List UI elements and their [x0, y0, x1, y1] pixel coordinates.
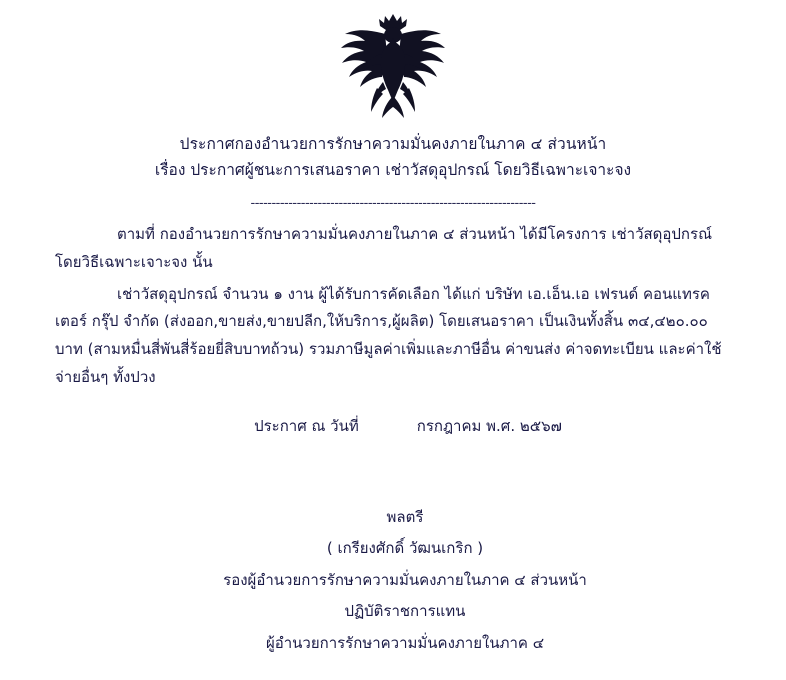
signer-position-2: ปฏิบัติราชการแทน — [344, 602, 466, 621]
signer-position-1: รองผู้อำนวยการรักษาความมั่นคงภายในภาค ๔ ส่วนหน้า — [223, 570, 587, 589]
signature-block — [55, 502, 731, 660]
document-title: ประกาศกองอำนวยการรักษาความมั่นคงภายในภาค ๔ ส่วนหน้า — [179, 135, 607, 153]
paragraph-1-text: ตามที่ กองอำนวยการรักษาความมั่นคงภายในภาค ๔ ส่วนหน้า ได้มีโครงการ เช่าวัสดุอุปกรณ์ โดยวิธีเฉพาะเจาะจง นั้น — [55, 225, 712, 271]
emblem-container — [55, 10, 731, 126]
paragraph-2 — [55, 281, 731, 392]
date-value: กรกฎาคม พ.ศ. ๒๕๖๗ — [416, 416, 562, 435]
date-prefix: ประกาศ ณ วันที่ — [254, 416, 359, 435]
signer-name: ( เกรียงศักดิ์ วัฒนเกริก ) — [326, 539, 484, 558]
body-block — [55, 221, 731, 392]
signer-position-3: ผู้อำนวยการรักษาความมั่นคงภายในภาค ๔ — [265, 633, 545, 652]
signer-rank: พลตรี — [386, 507, 424, 526]
paragraph-2-text: เช่าวัสดุอุปกรณ์ จำนวน ๑ งาน ผู้ได้รับการคัดเลือก ได้แก่ บริษัท เอ.เอ็น.เอ เฟรนด์ คอนแทรคเตอร์ กรุ๊ป จำกัด (ส่งออก,ขายส่ง,ขายปลีก,ให้บริการ,ผู้ผลิต) โดยเสนอราคา เป็นเงินทั้งสิ้น ๓๔,๔๒๐.๐๐ บาท (สามหมื่นสี่พันสี่ร้อยยี่สิบบาทถ้วน) รวมภาษีมูลค่าเพิ่มและภาษีอื่น ค่าขนส่ง ค่าจดทะเบียน และค่าใช้จ่ายอื่นๆ ทั้งปวง — [55, 284, 722, 386]
title-block — [55, 132, 731, 182]
date-line — [55, 414, 731, 438]
garuda-emblem-icon — [333, 10, 453, 122]
paragraph-1 — [55, 221, 731, 277]
document-subtitle: เรื่อง ประกาศผู้ชนะการเสนอราคา เช่าวัสดุอุปกรณ์ โดยวิธีเฉพาะเจาะจง — [154, 161, 632, 180]
divider: -------------------------------------------------------------------- — [250, 196, 536, 212]
